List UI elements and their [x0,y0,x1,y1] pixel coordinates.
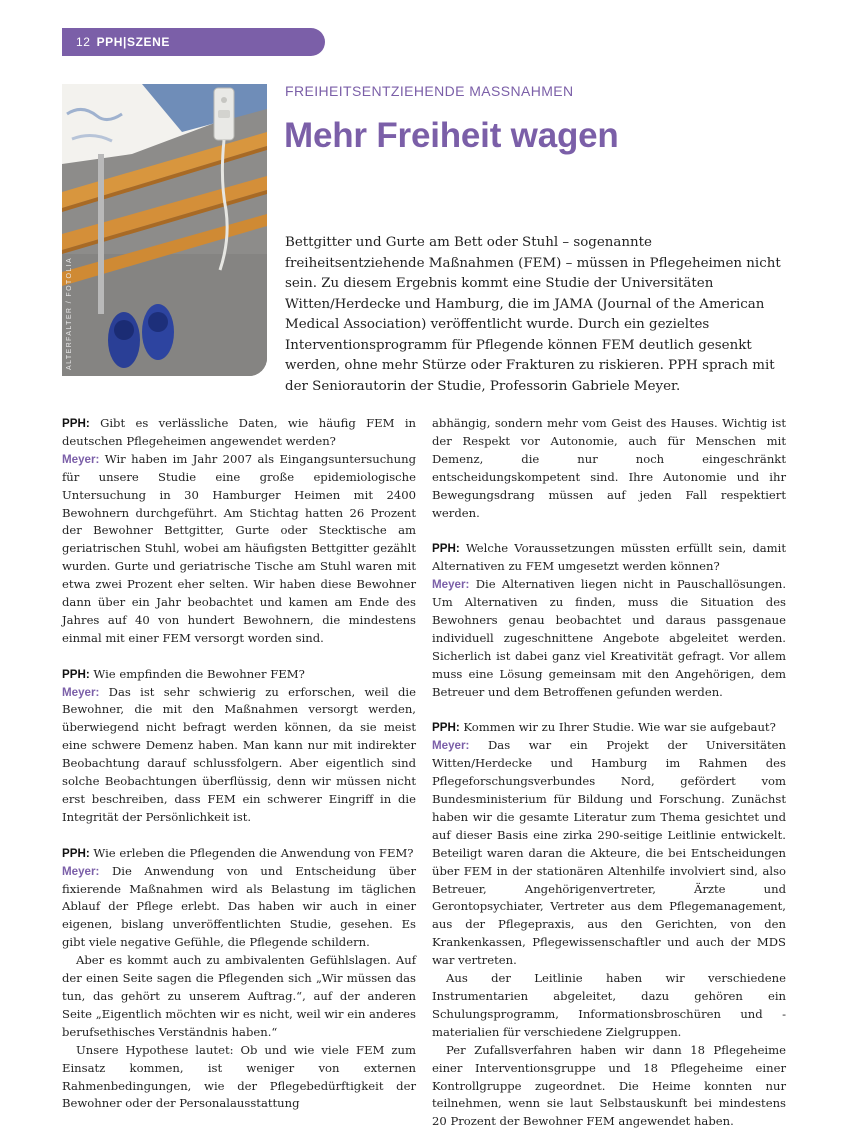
answer-1 [62,451,416,648]
question-3 [62,845,416,863]
answer-text: Die Anwendung von und Entscheidung über fixierende Maßnahmen wird als Belastung im täglichen Ablauf der Pflege erlebt. Das haben wir auch in einer eigenen, bislang unveröffentlichten Studie, gesehen. Es gibt viele negative Gefühle, die Pflegende schildern. [62,863,417,950]
answer-label: Meyer: [62,864,100,878]
question-4 [432,540,786,576]
article-kicker: FREIHEITSENTZIEHENDE MASSNAHMEN [285,83,574,99]
article-title: Mehr Freiheit wagen [284,116,619,155]
question-2 [62,666,416,684]
answer-3-paragraph: Unsere Hypothese lautet: Ob und wie viele FEM zum Einsatz kommen, ist weniger von externen Rahmenbedingungen, wie der Pflegebedürftigkeit der Bewohner oder der Personalausstattung [62,1042,416,1111]
answer-3-continued: abhängig, sondern mehr vom Geist des Hauses. Wichtig ist der Respekt vor Autonomie, auch für Menschen mit Demenz, die nur noch eingeschränkt entscheidungskompetent sind. Ihre Autonomie und ihr Bewegungsdrang müssen auf jeden Fall respektiert werden. [432,416,786,520]
page-number: 12 [76,35,91,49]
answer-5-paragraph: Per Zufallsverfahren haben wir dann 18 Pflegeheime einer Interventionsgruppe und 18 Pflegeheime einer Kontrollgruppe zugeordnet. Die Heime konnten nur teilnehmen, wenn sie laut Selbstauskunft bei mindestens 20 Prozent der Bewohner FEM angewendet haben. [432,1042,786,1129]
right-column [432,415,786,1131]
answer-4 [432,576,786,701]
question-label: PPH: [62,417,90,430]
question-label: PPH: [432,542,460,556]
left-column [62,415,416,1113]
answer-text: Das ist sehr schwierig zu erforschen, weil die Bewohner, die mit den Maßnahmen versorgt werden, überwiegend nicht befragt werden können, da sie meist eine schwere Demenz haben. Man kann nur mit indirekter Beobachtung darauf schlussfolgern. Aber eigentlich sind solche Beobachtungen überflüssig, denn wir müssen nicht erst beschreiben, dass FEM ein schwerer Eingriff in die Integrität der Persönlichkeit ist. [62,684,416,824]
question-text: Wie empfinden die Bewohner FEM? [93,666,305,681]
question-label: PPH: [62,667,90,681]
question-label: PPH: [62,846,90,860]
answer-text: Die Alternativen liegen nicht in Pauschallösungen. Um Alternativen zu finden, muss die Situation des Bewohners genau beobachtet und daraus passgenaue individuell zugeschnittene Angebote abgeleitet werden. Sicherlich ist dabei ganz viel Kreativität gefragt. Vor allem muss eine Lösung gemeinsam mit den Angehörigen, dem Betreuer und dem Betroffenen gefunden werden. [432,577,787,699]
question-1 [62,415,416,451]
question-text: Kommen wir zu Ihrer Studie. Wie war sie aufgebaut? [463,720,776,735]
question-text: Welche Voraussetzungen müssten erfüllt sein, damit Alternativen zu FEM umgesetzt werden können? [432,541,787,574]
answer-label: Meyer: [62,452,100,466]
article-photo [62,84,267,376]
header-separator: | [123,35,128,49]
article-lead: Bettgitter und Gurte am Bett oder Stuhl – sogenannte freiheitsentziehende Maßnahmen (FEM) – müssen in Pflegeheimen nicht sein. Zu diesem Ergebnis kommt eine Studie der Universitäten Witten/Herdecke und Hamburg, die im JAMA (Journal of the American Medical Association) veröffentlicht wurde. Durch ein gezieltes Interventionsprogramm für Pflegende können FEM deutlich gesenkt werden, ohne mehr Stürze oder Frakturen zu riskieren. PPH sprach mit der Seniorautorin der Studie, Professorin Gabriele Meyer. [285,235,781,394]
section-header [62,28,325,56]
answer-3 [62,863,416,953]
question-5 [432,719,786,737]
question-label: PPH: [432,721,460,735]
answer-2 [62,684,416,827]
magazine-name: PPH [96,35,124,49]
answer-3-paragraph: Aber es kommt auch zu ambivalenten Gefühlslagen. Auf der einen Seite sagen die Pflegenden sich „Wir müssen das tun, das gehört zu unserem Auftrag.“, auf der anderen Seite „Eigentlich möchten wir es nicht, weil wir ein anderes berufsethisches Verständnis haben.“ [62,953,416,1039]
answer-5 [432,737,786,970]
photo-credit: ALTERFALTER / FOTOLIA [66,256,73,370]
question-text: Wie erleben die Pflegenden die Anwendung von FEM? [93,845,414,860]
question-text: Gibt es verlässliche Daten, wie häufig FEM in deutschen Pflegeheimen angewendet werden? [62,416,417,448]
section-name: SZENE [127,35,171,49]
answer-text: Das war ein Projekt der Universitäten Witten/Herdecke und Hamburg im Rahmen des Pflegeforschungsverbundes Nord, gefördert vom Bundesministerium für Bildung und Forschung. Zunächst haben wir die gesamte Literatur zum Thema gesichtet und auf dieser Basis eine zirka 290-seitige Leitlinie entwickelt. Beteiligt waren daran die Akteure, die bei Entscheidungen über FEM in der stationären Altenhilfe involviert sind, also Betreuer, Angehörigenvertreter, Ärzte und Gerontopsychiater, Vertreter aus dem Pflegemanagement, aus der Pflegepraxis, aus den Gerichten, von den Krankenkassen, Pflegewissenschaftler und auch der MDS war vertreten. [432,738,786,968]
answer-label: Meyer: [432,739,470,753]
bed-and-slippers-illustration [62,84,267,376]
answer-text: Wir haben im Jahr 2007 als Eingangsuntersuchung für unsere Studie eine große epidemiologische Untersuchung in 30 Hamburger Heimen mit 2400 Bewohnern durchgeführt. Am Stichtag hatten 26 Prozent der Bewohner Bettgitter, Gurte oder Stecktische am geriatrischen Stuhl, wobei am häufigsten Bettgitter gezählt wurden. Gurte und geriatrische Tische am Stuhl waren mit etwa zwei Prozent eher selten. Wir haben diese Bewohner dann über ein Jahr beobachtet und kamen am Ende des Jahres auf 40 von hundert Bewohnern, die mindestens einmal mit einer FEM versorgt worden sind. [62,451,417,645]
answer-label: Meyer: [432,578,470,592]
answer-label: Meyer: [62,685,100,699]
answer-5-paragraph: Aus der Leitlinie haben wir verschiedene Instrumentarien abgeleitet, dazu gehören ein Schulungsprogramm, Informationsbroschüren und -materialien für verschiedene Zielgruppen. [432,971,786,1039]
